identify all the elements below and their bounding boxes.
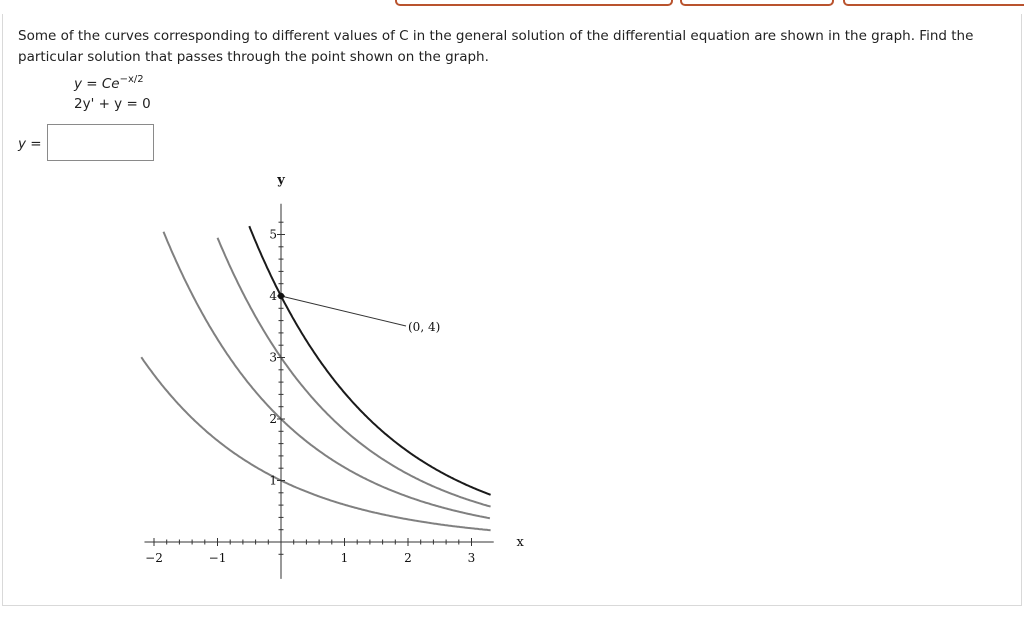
point-label: (0, 4) (408, 320, 441, 334)
answer-label: y = (18, 136, 42, 152)
y-axis-label: y (277, 172, 285, 188)
y-tick-label: 2 (269, 412, 277, 426)
y-tick-label: 5 (269, 227, 277, 242)
point-marker (278, 293, 284, 299)
x-tick-label: 2 (404, 551, 412, 565)
general-solution-exponent: −x/2 (119, 74, 144, 85)
y-tick-label: 1 (269, 473, 277, 488)
x-tick-label: 1 (340, 551, 349, 565)
solution-curve (249, 226, 490, 495)
solution-curve (218, 238, 491, 507)
general-solution-lhs: y = Ce (74, 76, 120, 92)
x-tick-label: −1 (208, 551, 227, 565)
differential-equation: 2y' + y = 0 (74, 96, 151, 112)
point-callout-line (281, 296, 406, 326)
solution-curve (164, 232, 490, 519)
x-axis-label: x (516, 535, 524, 550)
y-tick-label: 3 (269, 350, 277, 365)
y-tick-label: 4 (269, 289, 277, 303)
x-tick-label: 3 (467, 551, 476, 565)
question-text: Some of the curves corresponding to different values of C in the general solution of the differential equation are shown in the graph. Find the particular solution that passes through the point shown on the graph. (18, 28, 974, 65)
solution-curve (141, 357, 490, 530)
curves-layer (141, 226, 490, 530)
x-tick-label: −2 (145, 551, 163, 565)
ticks-layer (145, 222, 475, 565)
